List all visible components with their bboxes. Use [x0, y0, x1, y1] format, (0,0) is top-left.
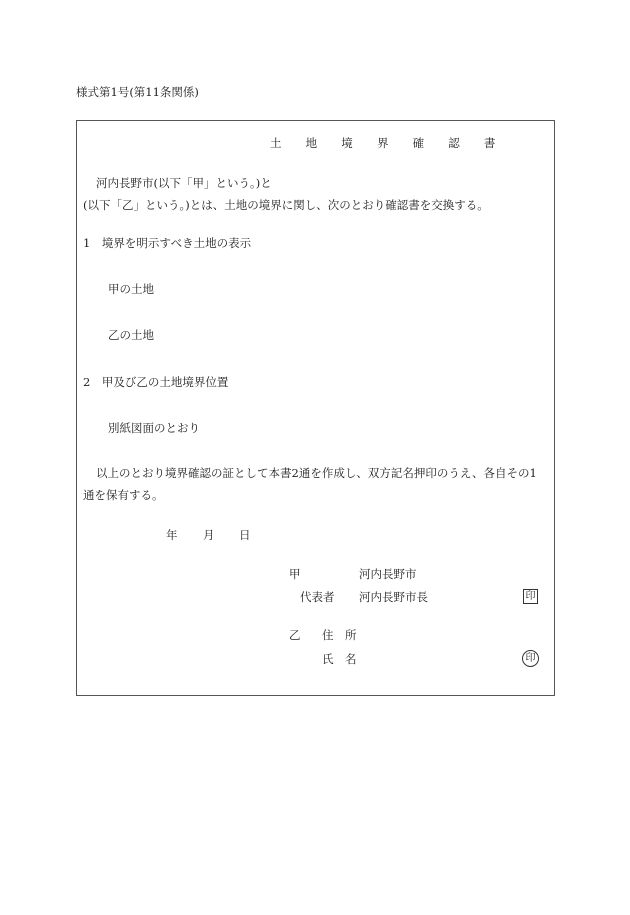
- party-a-label: 甲: [289, 567, 301, 581]
- document-title: 土 地 境 界 確 認 書: [270, 136, 502, 150]
- party-b-label: 乙: [289, 628, 301, 642]
- section-1-item-a: 甲の土地: [108, 282, 154, 296]
- party-a-name: 河内長野市: [359, 567, 417, 581]
- closing-line-1: 以上のとおり境界確認の証として本書2通を作成し、双方記名押印のうえ、各自その1: [96, 466, 537, 480]
- section-2-heading: 2 甲及び乙の土地境界位置: [83, 375, 229, 389]
- form-number: 様式第1号(第11条関係): [76, 85, 199, 99]
- party-a-rep-name: 河内長野市長: [359, 590, 428, 604]
- date-month: 月: [203, 528, 215, 542]
- section-1-heading: 1 境界を明示すべき土地の表示: [83, 236, 252, 250]
- date-year: 年: [166, 528, 178, 542]
- date-day: 日: [239, 528, 251, 542]
- party-a-rep-label: 代表者: [300, 590, 335, 604]
- intro-line-1: 河内長野市(以下「甲」という。)と: [96, 176, 272, 190]
- party-b-seal-icon: 印: [522, 650, 539, 667]
- section-1-item-b: 乙の土地: [108, 328, 154, 342]
- party-a-seal-icon: 印: [523, 589, 538, 604]
- section-2-content: 別紙図面のとおり: [108, 421, 200, 435]
- intro-line-2: (以下「乙」という。)とは、土地の境界に関し、次のとおり確認書を交換する。: [83, 198, 489, 212]
- closing-line-2: 通を保有する。: [83, 488, 164, 502]
- party-b-name-label: 氏 名: [322, 652, 357, 666]
- party-b-address-label: 住 所: [322, 628, 357, 642]
